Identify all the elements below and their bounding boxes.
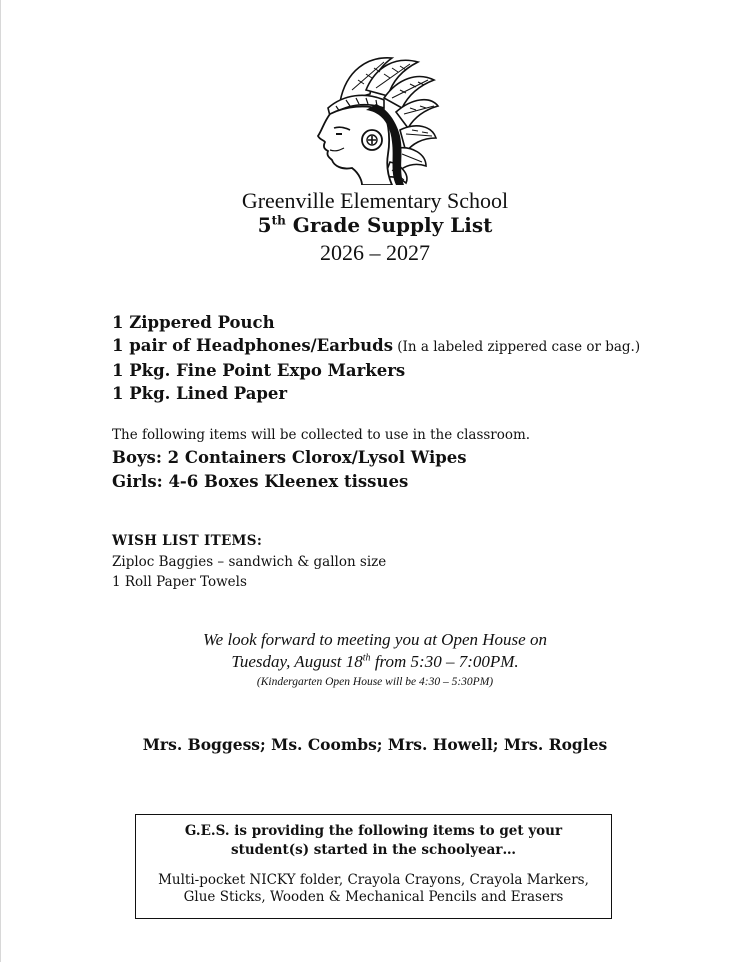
kindergarten-open-house-note: (Kindergarten Open House will be 4:30 – 5:30PM) — [256, 676, 494, 688]
wish-list-item: Ziploc Baggies – sandwich & gallon size — [112, 554, 387, 570]
title-grade: 5 — [257, 213, 272, 237]
page-edge — [0, 0, 1, 962]
supply-item: 1 Zippered Pouch — [112, 313, 275, 332]
collected-items — [112, 446, 467, 494]
supply-list — [112, 311, 712, 405]
supply-item: 1 Pkg. Fine Point Expo Markers — [112, 361, 406, 380]
supply-item-note: (In a labeled zippered case or bag.) — [393, 339, 641, 355]
open-house-line: We look forward to meeting you at Open House on — [203, 630, 547, 649]
open-house-date: Tuesday, August 18th from 5:30 – 7:00PM. — [231, 652, 519, 671]
collected-items-note: The following items will be collected to use in the classroom. — [112, 427, 531, 443]
wish-list-item: 1 Roll Paper Towels — [112, 574, 247, 590]
title-text: Grade Supply List — [285, 213, 493, 237]
wish-list — [112, 552, 386, 592]
supply-item: 1 Pkg. Lined Paper — [112, 384, 288, 403]
title-grade-suffix: th — [271, 213, 286, 228]
school-name: Greenville Elementary School — [241, 188, 509, 213]
girls-item: Girls: 4-6 Boxes Kleenex tissues — [112, 472, 409, 491]
provided-items-list: Multi-pocket NICKY folder, Crayola Crayons, Crayola Markers, Glue Sticks, Wooden & Mechanical Pencils and Erasers — [158, 872, 589, 905]
teacher-names: Mrs. Boggess; Ms. Coombs; Mrs. Howell; Mrs. Rogles — [142, 735, 608, 754]
provided-items-box — [135, 814, 612, 919]
indian-chief-mascot-logo — [300, 50, 440, 185]
provided-items-heading: G.E.S. is providing the following items to get your student(s) started in the schoolyear… — [184, 823, 563, 858]
school-year: 2026 – 2027 — [320, 240, 430, 265]
wish-list-heading: WISH LIST ITEMS: — [112, 533, 263, 549]
document-title — [0, 213, 750, 237]
supply-item: 1 pair of Headphones/Earbuds (In a labeled zippered case or bag.) — [112, 336, 641, 355]
boys-item: Boys: 2 Containers Clorox/Lysol Wipes — [112, 448, 467, 467]
